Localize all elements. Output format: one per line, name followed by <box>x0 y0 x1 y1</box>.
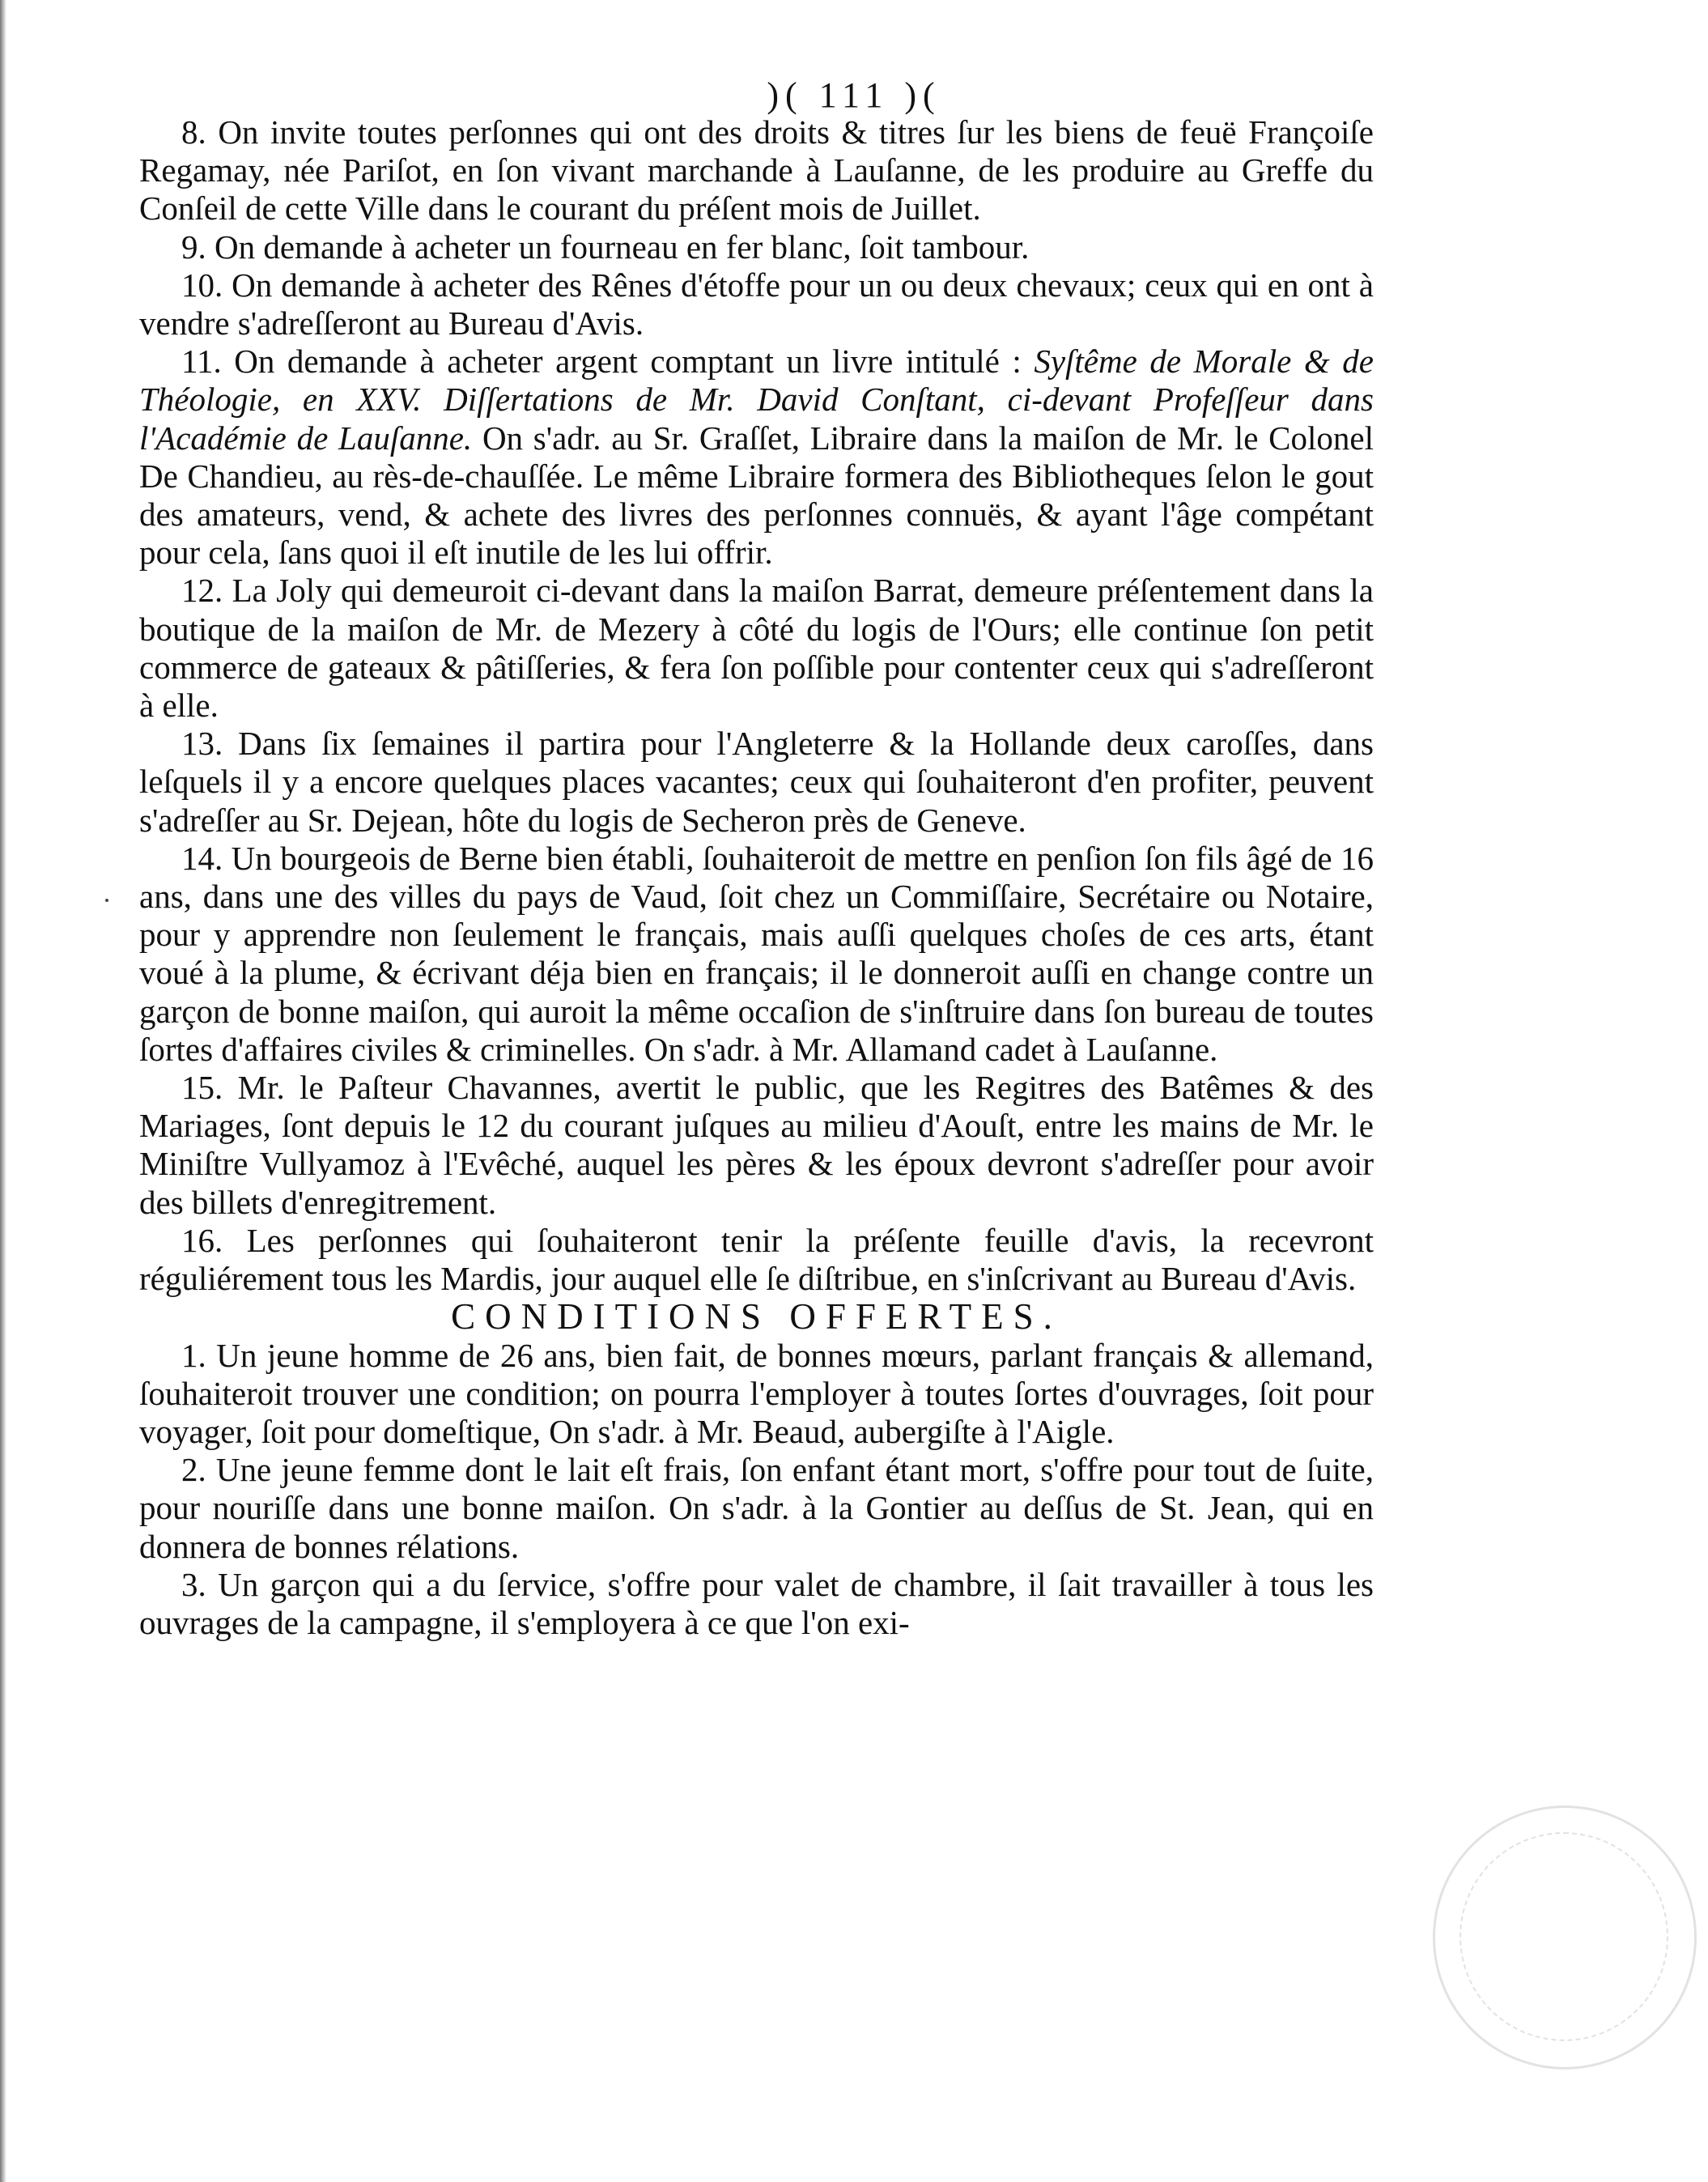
condition-item-3: 3. Un garçon qui a du ſervice, s'offre pour valet de chambre, il ſait travailler à tous les ouvrages de la campagne, il s'employera à ce que l'on exi- <box>139 1565 1374 1641</box>
section-title-conditions: CONDITIONS OFFERTES. <box>451 1296 1062 1338</box>
notice-item-11-lead: 11. On demande à acheter argent comptant un livre intitulé : <box>181 342 1035 381</box>
page-body <box>139 113 1374 1642</box>
notice-item-15: 15. Mr. le Paſteur Chavannes, avertit le public, que les Regitres des Batêmes & des Mariages, ſont depuis le 12 du courant juſques au milieu d'Aouſt, entre les mains de Mr. le Miniſtre Vullyamoz à l'Evêché, auquel les pères & les époux devront s'adreſſer pour avoir des billets d'enregitrement. <box>139 1069 1374 1221</box>
notice-item-11 <box>139 342 1374 572</box>
condition-item-2: 2. Une jeune femme dont le lait eſt frais, ſon enfant étant mort, s'offre pour tout de ſuite, pour nouriſſe dans une bonne maiſon. On s'adr. à la Gontier au deſſus de St. Jean, qui en donnera de bonnes rélations. <box>139 1451 1374 1565</box>
notice-item-9: 9. On demande à acheter un fourneau en fer blanc, ſoit tambour. <box>181 228 1030 266</box>
notice-item-11-rest: On s'adr. au Sr. Graſſet, Libraire dans la maiſon de Mr. le Colonel De Chandieu, au rès-de-chauſſée. Le même Libraire formera des Bibliotheques ſelon le gout des amateurs, vend, & achete des livres des perſonnes connuës, & ayant l'âge compétant pour cela, ſans quoi il eſt inutile de les lui offrir. <box>139 419 1374 572</box>
notice-item-13: 13. Dans ſix ſemaines il partira pour l'Angleterre & la Hollande deux caroſſes, dans leſquels il y a encore quelques places vacantes; ceux qui ſouhaiteront d'en profiter, peuvent s'adreſſer au Sr. Dejean, hôte du logis de Secheron près de Geneve. <box>139 725 1374 839</box>
book-title: Syſtême de Morale & de Théologie, en XXV. Diſſertations de Mr. David Conſtant, ci-devant Profeſſeur dans l'Académie de Lauſanne. <box>139 342 1374 457</box>
condition-item-1: 1. Un jeune homme de 26 ans, bien fait, de bonnes mœurs, parlant français & allemand, ſouhaiteroit trouver une condition; on pourra l'employer à toutes ſortes d'ouvrages, ſoit pour voyager, ſoit pour domeſtique, On s'adr. à Mr. Beaud, aubergiſte à l'Aigle. <box>139 1336 1374 1450</box>
notice-item-14: 14. Un bourgeois de Berne bien établi, ſouhaiteroit de mettre en penſion ſon fils âgé de 16 ans, dans une des villes du pays de Vaud, ſoit chez un Commiſſaire, Secrétaire ou Notaire, pour y apprendre non ſeulement le français, mais auſſi quelques choſes de ces arts, étant voué à la plume, & écrivant déja bien en français; il le donneroit auſſi en change contre un garçon de bonne maiſon, qui auroit la même occaſion de s'inſtruire dans ſon bureau de toutes ſortes d'affaires civiles & criminelles. On s'adr. à Mr. Allamand cadet à Lauſanne. <box>139 839 1374 1068</box>
library-stamp <box>1433 1806 1697 2069</box>
notice-item-16: 16. Les perſonnes qui ſouhaiteront tenir la préſente feuille d'avis, la recevront réguliérement tous les Mardis, jour auquel elle ſe diſtribue, en s'inſcrivant au Bureau d'Avis. <box>139 1221 1374 1298</box>
notice-item-10: 10. On demande à acheter des Rênes d'étoffe pour un ou deux chevaux; ceux qui en ont à vendre s'adreſſeront au Bureau d'Avis. <box>139 266 1374 342</box>
page-edge-shadow <box>0 0 6 2182</box>
notice-item-8: 8. On invite toutes perſonnes qui ont des droits & titres ſur les biens de feuë Françoiſe Regamay, née Pariſot, en ſon vivant marchande à Lauſanne, de les produire au Greffe du Conſeil de cette Ville dans le courant du préſent mois de Juillet. <box>139 113 1374 228</box>
ink-speck <box>105 899 108 902</box>
page-header: )( 111 )( <box>767 75 941 115</box>
notice-item-12: 12. La Joly qui demeuroit ci-devant dans la maiſon Barrat, demeure préſentement dans la boutique de la maiſon de Mr. de Mezery à côté du logis de l'Ours; elle continue ſon petit commerce de gateaux & pâtiſſeries, & fera ſon poſſible pour contenter ceux qui s'adreſſeront à elle. <box>139 572 1374 725</box>
